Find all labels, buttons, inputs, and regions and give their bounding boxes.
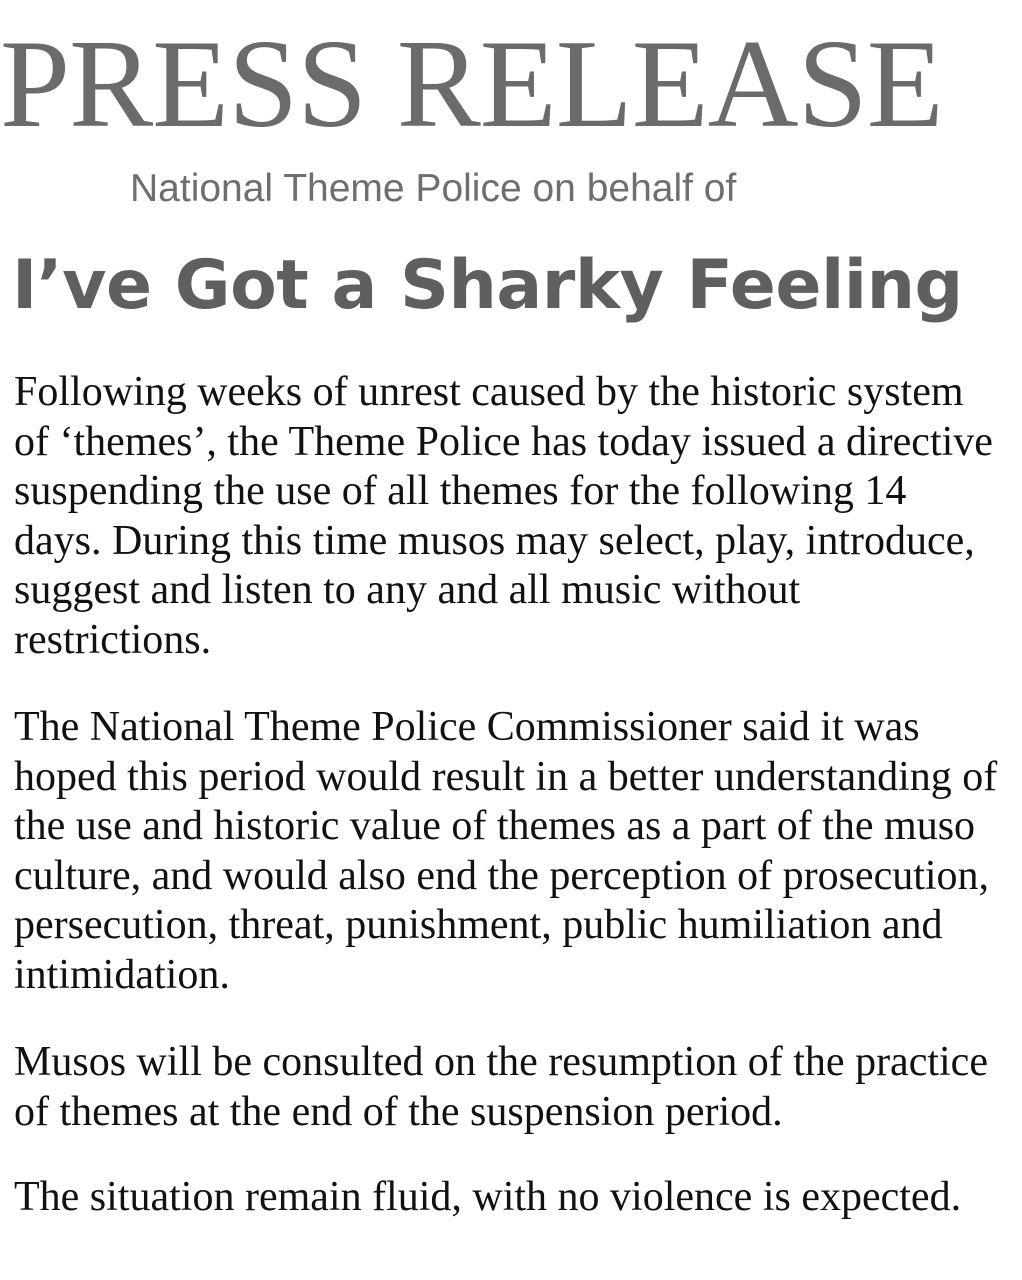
issuer-subheading: National Theme Police on behalf of [130, 167, 737, 210]
body-paragraph: Following weeks of unrest caused by the historic system of ‘themes’, the Theme Police has today issued a directive suspending the use of all themes for the following 14 days. During this time musos may select, play, introduce, suggest and listen to any and all music without restrictions. [14, 369, 993, 663]
body-paragraph: Musos will be consulted on the resumption of the practice of themes at the end of the suspension period. [14, 1039, 988, 1135]
body-paragraph: The National Theme Police Commissioner said it was hoped this period would result in a better understanding of the use and historic value of themes as a part of the muso culture, and would also end the perception of prosecution, persecution, threat, punishment, public humiliation and intimidation. [14, 704, 998, 998]
press-release-headline: PRESS RELEASE [0, 15, 943, 154]
release-body [14, 368, 1004, 1261]
body-paragraph-closing: The situation remain fluid, with no violence is expected. [14, 1174, 962, 1220]
release-title: I’ve Got a Sharky Feeling [12, 246, 963, 325]
